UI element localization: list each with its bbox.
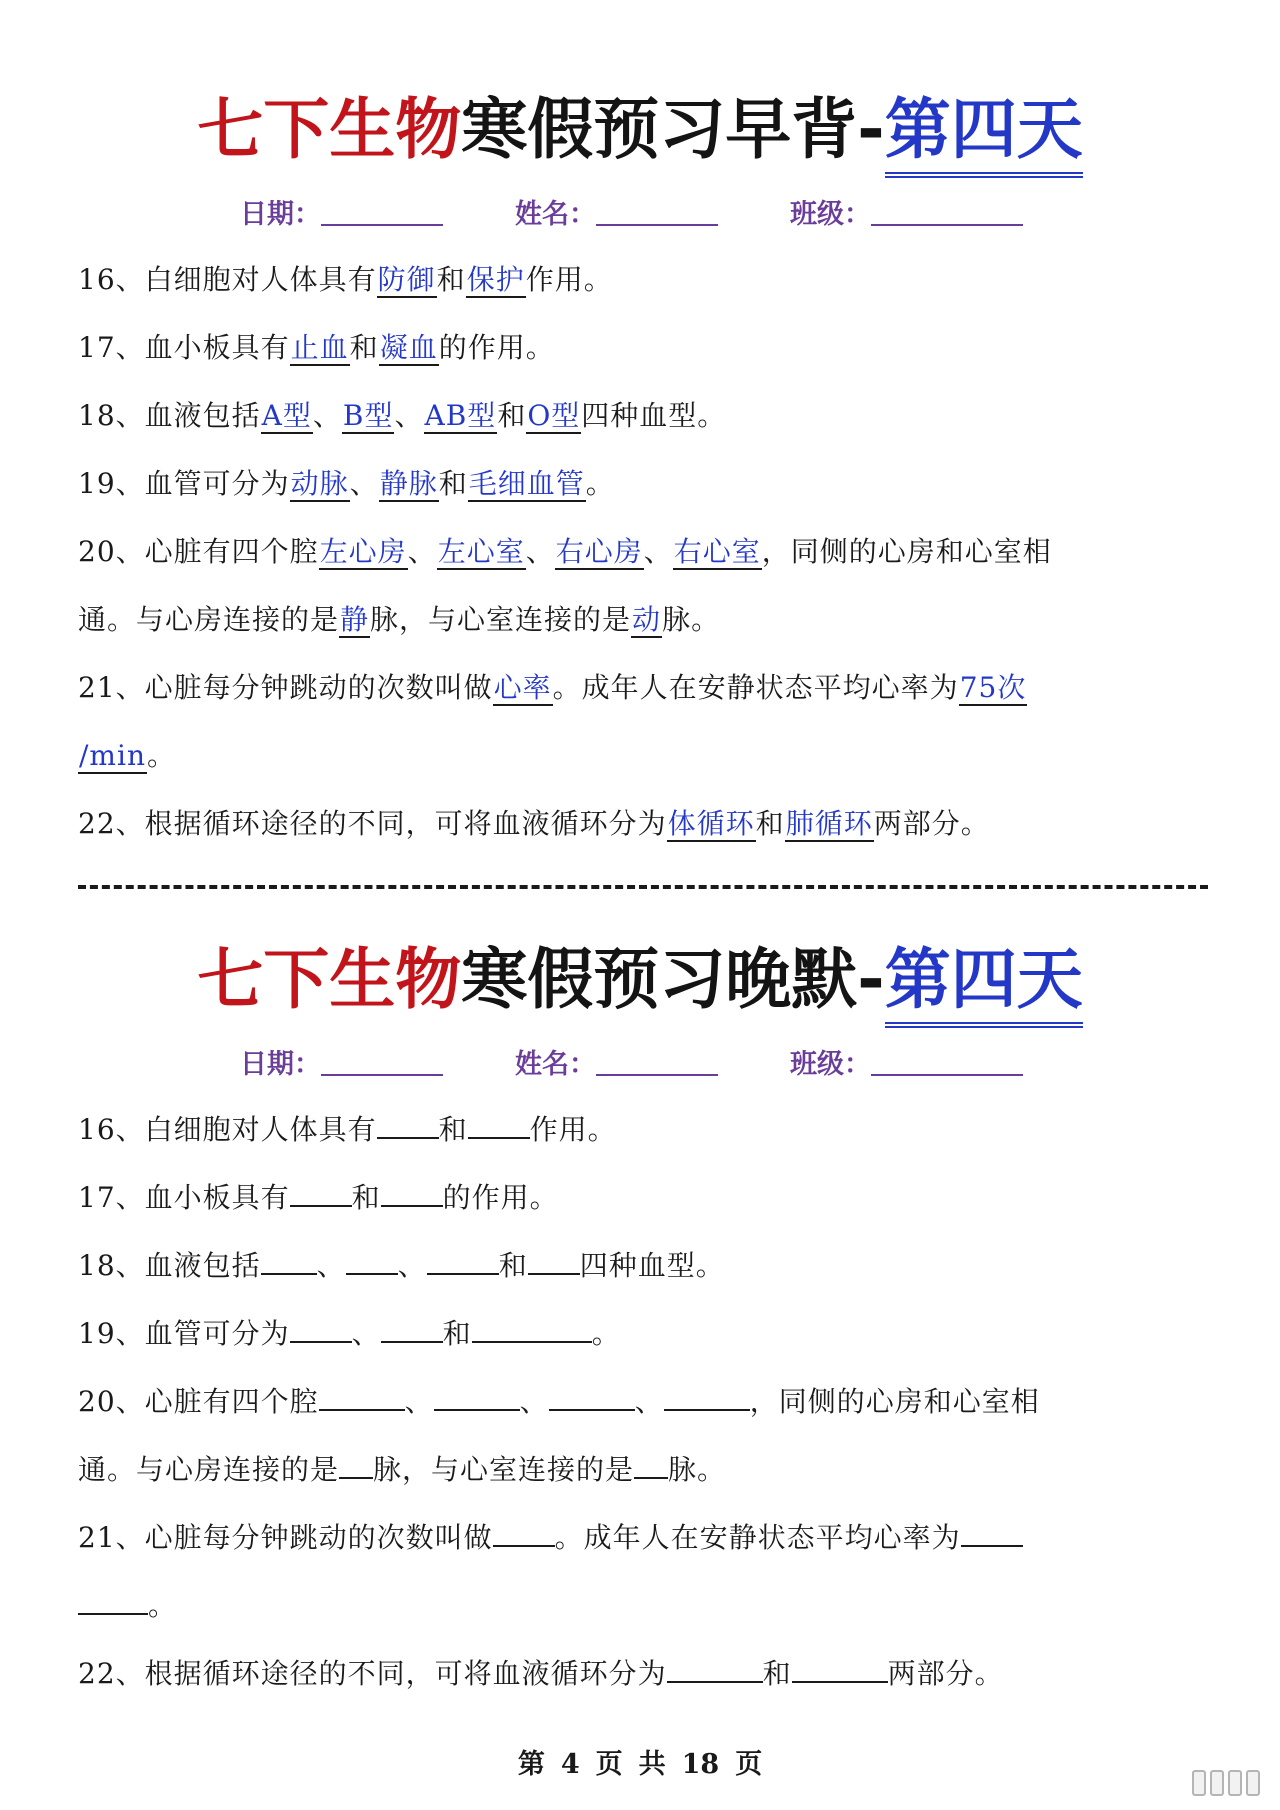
evening-q20 — [78, 1368, 1208, 1436]
footer-text: 共 — [638, 1749, 666, 1780]
question-text: 和 — [438, 467, 468, 500]
question-text: 脉，与心室连接的是 — [370, 603, 632, 636]
question-text: 和 — [436, 263, 466, 296]
morning-q18 — [78, 382, 1208, 450]
question-text: ，同侧的心房和心室相 — [749, 1385, 1040, 1418]
question-text: 、 — [525, 535, 555, 568]
question-number: 17 — [78, 1181, 116, 1214]
answer-blank[interactable] — [381, 1311, 443, 1343]
answer-blank[interactable] — [427, 1243, 499, 1275]
question-text: 、 — [643, 535, 673, 568]
question-text: 。 — [585, 467, 615, 500]
answer-blank[interactable] — [290, 1311, 352, 1343]
question-text: 脉。 — [662, 603, 721, 636]
question-number: 22 — [78, 1657, 116, 1690]
question-text: 作用。 — [529, 1113, 617, 1146]
answer-heart-rate: 心率 — [493, 671, 552, 704]
question-number: 18 — [78, 399, 116, 432]
answer-hemostasis: 止血 — [290, 331, 349, 364]
question-number: 22 — [78, 807, 116, 840]
question-text: 。 — [148, 1589, 178, 1622]
question-text: 、根据循环途径的不同，可将血液循环分为 — [115, 1657, 667, 1690]
question-number: 21 — [78, 671, 116, 704]
watermark-bar-icon — [1246, 1770, 1260, 1796]
question-text: 的作用。 — [442, 1181, 559, 1214]
question-text: 和 — [349, 331, 379, 364]
morning-q20-continued — [78, 586, 1208, 654]
question-text: 通。与心房连接的是 — [78, 1453, 340, 1486]
answer-capillary: 毛细血管 — [468, 467, 585, 500]
class-blank[interactable] — [871, 190, 1023, 226]
question-text: 、血小板具有 — [115, 331, 290, 364]
question-text: 、血液包括 — [115, 399, 261, 432]
question-text: 、根据循环途径的不同，可将血液循环分为 — [115, 807, 667, 840]
answer-artery: 动脉 — [290, 467, 349, 500]
question-number: 18 — [78, 1249, 116, 1282]
answer-protection: 保护 — [466, 263, 525, 296]
answer-blank[interactable] — [667, 1651, 763, 1683]
question-text: 的作用。 — [438, 331, 555, 364]
answer-blank[interactable] — [468, 1107, 530, 1139]
answer-right-atrium: 右心房 — [555, 535, 643, 568]
morning-q16 — [78, 246, 1208, 314]
question-text: 、 — [404, 1385, 434, 1418]
answer-blank[interactable] — [377, 1107, 439, 1139]
question-text: 、 — [394, 399, 424, 432]
answer-vein: 静脉 — [379, 467, 438, 500]
question-text: 两部分。 — [887, 1657, 1004, 1690]
answer-systemic: 体循环 — [667, 807, 755, 840]
question-text: 、心脏每分钟跳动的次数叫做 — [115, 1521, 493, 1554]
evening-name-field[interactable] — [515, 1040, 718, 1090]
answer-blank[interactable] — [434, 1379, 520, 1411]
morning-q19 — [78, 450, 1208, 518]
question-text: 、 — [397, 1249, 427, 1282]
question-text: 四种血型。 — [579, 1249, 725, 1282]
answer-type-o: O型 — [527, 399, 581, 432]
question-number: 21 — [78, 1521, 116, 1554]
question-text: 、白细胞对人体具有 — [115, 1113, 377, 1146]
footer-text: 页 — [735, 1749, 763, 1780]
answer-rate-value: 75次 — [959, 671, 1027, 704]
evening-q16 — [78, 1096, 1208, 1164]
question-number: 19 — [78, 467, 116, 500]
answer-type-a: A型 — [261, 399, 312, 432]
question-text: 、 — [351, 1317, 381, 1350]
question-text: 和 — [498, 1249, 528, 1282]
date-blank[interactable] — [321, 1040, 443, 1076]
watermark-bar-icon — [1210, 1770, 1224, 1796]
question-text: 和 — [351, 1181, 381, 1214]
answer-rate-unit: /min — [79, 739, 146, 772]
answer-blank[interactable] — [549, 1379, 635, 1411]
morning-q21-continued — [78, 722, 1208, 790]
question-text: 和 — [438, 1113, 468, 1146]
evening-q21-continued — [78, 1572, 1208, 1640]
answer-blank[interactable] — [78, 1583, 148, 1615]
answer-pulmonary: 肺循环 — [785, 807, 873, 840]
evening-title-subject: 七下生物 — [197, 941, 462, 1018]
date-label: 日期： — [240, 199, 321, 230]
answer-blank[interactable] — [290, 1175, 352, 1207]
date-blank[interactable] — [321, 190, 443, 226]
total-page-number: 18 — [681, 1749, 720, 1780]
name-blank[interactable] — [596, 1040, 718, 1076]
question-text: 和 — [442, 1317, 472, 1350]
evening-title — [0, 930, 1280, 1030]
evening-q17 — [78, 1164, 1208, 1232]
morning-class-field[interactable] — [790, 190, 1023, 240]
question-number: 20 — [78, 535, 116, 568]
evening-q21 — [78, 1504, 1208, 1572]
morning-q22 — [78, 790, 1208, 858]
answer-blank[interactable] — [664, 1379, 750, 1411]
question-text: 、血管可分为 — [115, 1317, 290, 1350]
question-text: 四种血型。 — [581, 399, 727, 432]
question-text: 、白细胞对人体具有 — [115, 263, 377, 296]
morning-title-day: 第四天 — [885, 90, 1083, 178]
question-number: 16 — [78, 1113, 116, 1146]
morning-title — [0, 80, 1280, 180]
answer-blank[interactable] — [472, 1311, 592, 1343]
answer-defense: 防御 — [377, 263, 436, 296]
question-text: 、 — [316, 1249, 346, 1282]
answer-blank[interactable] — [493, 1515, 555, 1547]
page-footer — [0, 1745, 1280, 1785]
answer-blank[interactable] — [319, 1379, 405, 1411]
question-text: 脉。 — [668, 1453, 727, 1486]
evening-q19 — [78, 1300, 1208, 1368]
watermark-bar-icon — [1192, 1770, 1206, 1796]
answer-left-atrium: 左心房 — [319, 535, 407, 568]
question-text: 脉，与心室连接的是 — [373, 1453, 635, 1486]
answer-blank[interactable] — [961, 1515, 1023, 1547]
class-label: 班级： — [790, 1049, 871, 1080]
morning-title-main: 寒假预习早背- — [461, 91, 885, 168]
morning-title-subject: 七下生物 — [197, 91, 462, 168]
question-text: 和 — [755, 807, 785, 840]
question-text: 。 — [591, 1317, 621, 1350]
question-number: 17 — [78, 331, 116, 364]
question-text: ，同侧的心房和心室相 — [761, 535, 1052, 568]
question-text: 。成年人在安静状态平均心率为 — [552, 671, 959, 704]
question-text: 、 — [349, 467, 379, 500]
watermark-icon — [1192, 1770, 1260, 1794]
question-text: 。成年人在安静状态平均心率为 — [554, 1521, 961, 1554]
question-text: 、血液包括 — [115, 1249, 261, 1282]
section-divider — [78, 885, 1208, 889]
question-text: 。 — [146, 739, 176, 772]
evening-date-field[interactable] — [240, 1040, 443, 1090]
evening-title-main: 寒假预习晚默- — [461, 941, 885, 1018]
date-label: 日期： — [240, 1049, 321, 1080]
answer-blank[interactable] — [381, 1175, 443, 1207]
question-text: 作用。 — [525, 263, 613, 296]
question-text: 两部分。 — [873, 807, 990, 840]
question-text: 、心脏有四个腔 — [115, 535, 319, 568]
answer-blank[interactable] — [346, 1243, 398, 1275]
watermark-bar-icon — [1228, 1770, 1242, 1796]
evening-q18 — [78, 1232, 1208, 1300]
morning-q21 — [78, 654, 1208, 722]
question-text: 、 — [519, 1385, 549, 1418]
evening-q22 — [78, 1640, 1208, 1708]
answer-blank[interactable] — [339, 1447, 373, 1479]
answer-artery-short: 动 — [632, 603, 662, 636]
answer-type-b: B型 — [342, 399, 394, 432]
question-text: 和 — [497, 399, 527, 432]
class-label: 班级： — [790, 199, 871, 230]
name-label: 姓名： — [515, 199, 596, 230]
evening-class-field[interactable] — [790, 1040, 1023, 1090]
current-page-number: 4 — [560, 1749, 580, 1780]
question-number: 16 — [78, 263, 116, 296]
answer-vein-short: 静 — [340, 603, 370, 636]
question-text: 和 — [762, 1657, 792, 1690]
answer-blank[interactable] — [261, 1243, 317, 1275]
answer-blank[interactable] — [634, 1447, 668, 1479]
answer-coagulation: 凝血 — [379, 331, 438, 364]
evening-title-day: 第四天 — [885, 940, 1083, 1028]
morning-meta-row — [0, 190, 1280, 240]
footer-text: 第 — [517, 1749, 545, 1780]
morning-q20 — [78, 518, 1208, 586]
morning-name-field[interactable] — [515, 190, 718, 240]
question-text: 通。与心房连接的是 — [78, 603, 340, 636]
name-blank[interactable] — [596, 190, 718, 226]
question-text: 、 — [312, 399, 342, 432]
question-text: 、心脏每分钟跳动的次数叫做 — [115, 671, 493, 704]
footer-text: 页 — [595, 1749, 623, 1780]
answer-right-ventricle: 右心室 — [673, 535, 761, 568]
morning-date-field[interactable] — [240, 190, 443, 240]
question-text: 、血小板具有 — [115, 1181, 290, 1214]
question-text: 、心脏有四个腔 — [115, 1385, 319, 1418]
question-text: 、 — [634, 1385, 664, 1418]
question-text: 、 — [407, 535, 437, 568]
question-number: 19 — [78, 1317, 116, 1350]
answer-blank[interactable] — [528, 1243, 580, 1275]
answer-blank[interactable] — [792, 1651, 888, 1683]
question-text: 、血管可分为 — [115, 467, 290, 500]
question-number: 20 — [78, 1385, 116, 1418]
class-blank[interactable] — [871, 1040, 1023, 1076]
answer-type-ab: AB型 — [424, 399, 497, 432]
evening-q20-continued — [78, 1436, 1208, 1504]
name-label: 姓名： — [515, 1049, 596, 1080]
answer-left-ventricle: 左心室 — [437, 535, 525, 568]
morning-q17 — [78, 314, 1208, 382]
evening-meta-row — [0, 1040, 1280, 1090]
